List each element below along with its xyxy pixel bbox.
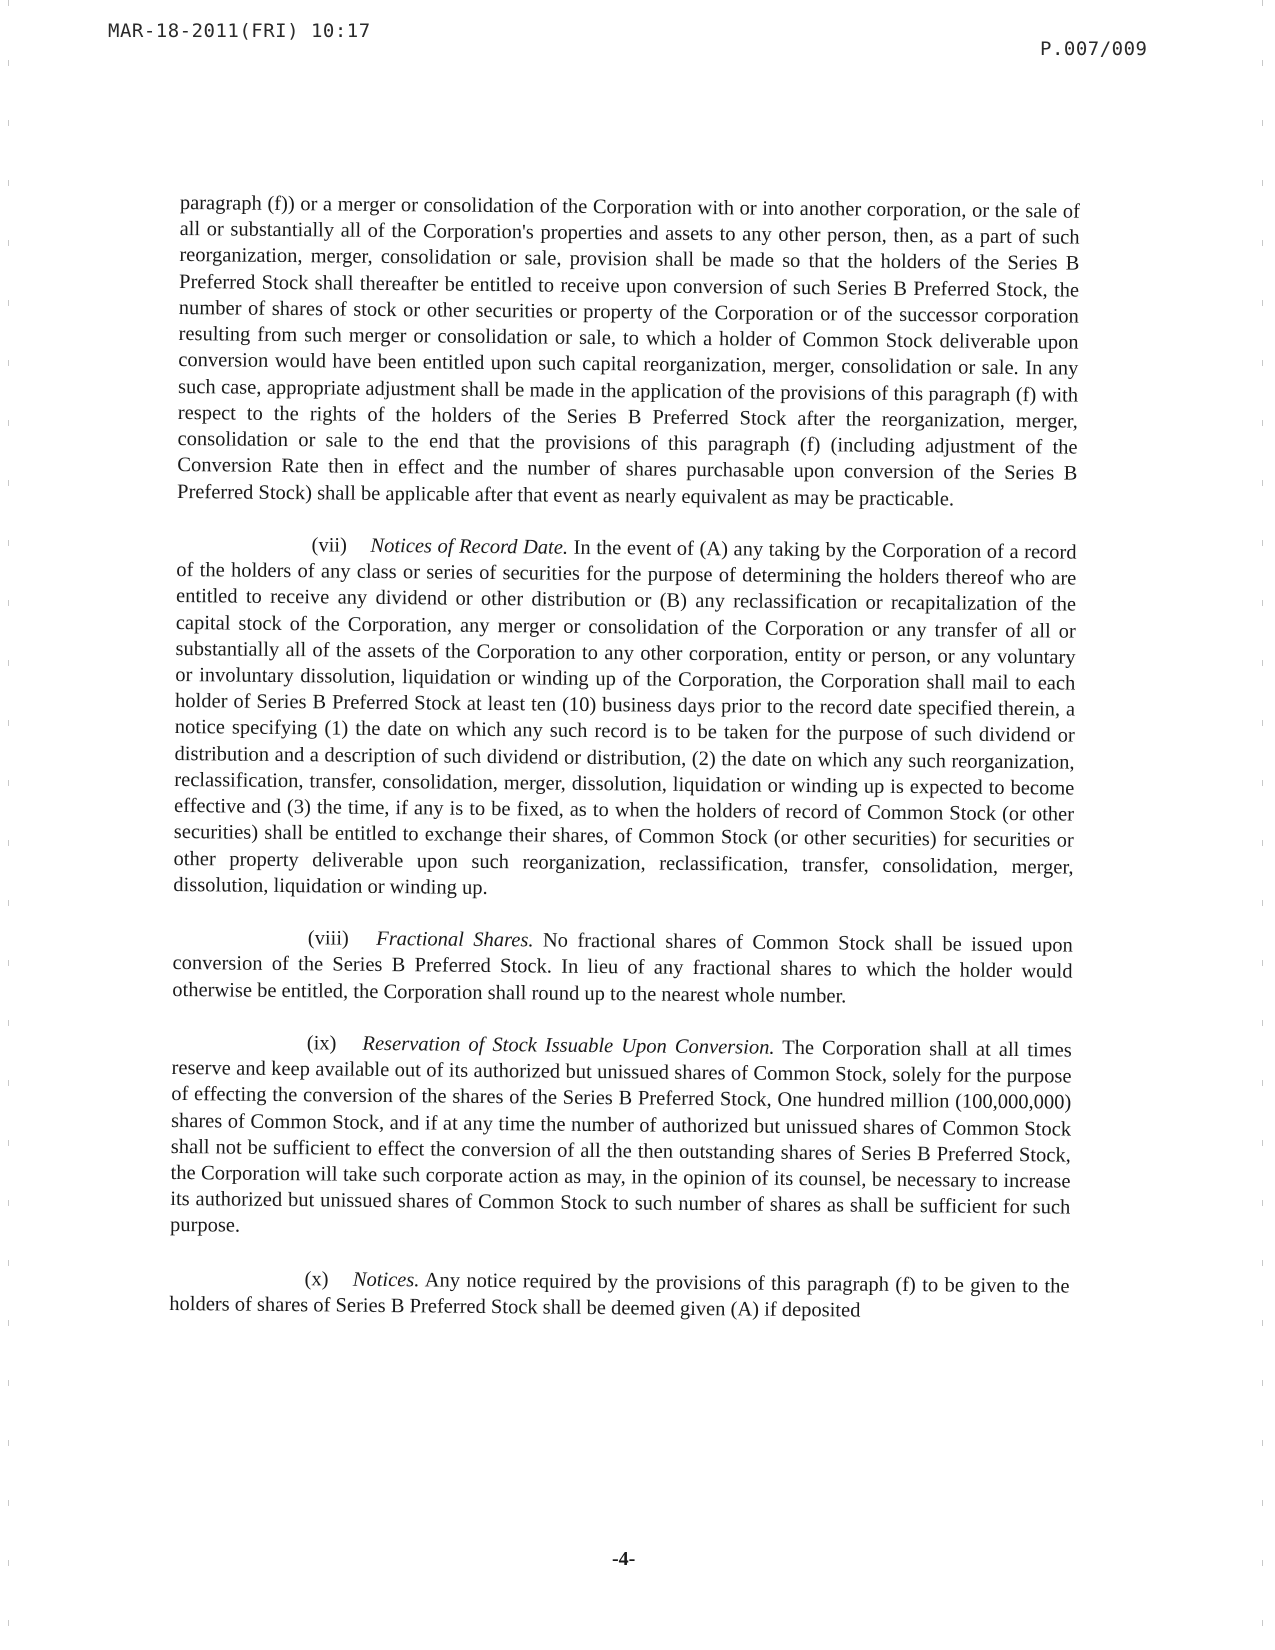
continuation-paragraph: paragraph (f)) or a merger or consolidation of the Corporation with or into another corporation, or the sale of all or substantially all of the Corporation's properties and assets to any other person, then, as a part of such reorganization, merger, consolidation or sale, provision shall be made so that the holders of the Series B Preferred Stock shall thereafter be entitled to receive upon conversion of such Series B Preferred Stock, the number of shares of stock or other securities or property of the Corporation or of the successor corporation resulting from such merger or consolidation or sale, to which a holder of Common Stock deliverable upon conversion would have been entitled upon such capital reorganization, merger, consolidation or sale. In any such case, appropriate adjustment shall be made in the application of the provisions of this paragraph (f) with respect to the rights of the holders of the Series B Preferred Stock after the reorganization, merger, consolidation or sale to the end that the provisions of this paragraph (f) (including adjustment of the Conversion Rate then in effect and the number of shares purchasable upon conversion of the Series B Preferred Stock) shall be applicable after that event as nearly equivalent as may be practicable. (176, 191, 1080, 511)
scan-edge-left (8, 0, 9, 1650)
section-viii (172, 924, 1073, 1011)
section-number: (vii) (311, 534, 347, 557)
section-heading: Notices. (352, 1268, 420, 1292)
section-text: In the event of (A) any taking by the Corporation of a record of the holders of any class or series of securities for the purpose of determining the holders thereof who are entitled to receive any dividend or other distribution or (B) any reclassification or recapitalization of the capital stock of the Corporation, any merger or consolidation of the Corporation or any transfer of all or substantially all of the assets of the Corporation to any other corporation, entity or person, or any voluntary or involuntary dissolution, liquidation or winding up of the Corporation, the Corporation shall mail to each holder of Series B Preferred Stock at least ten (10) business days prior to the record date specified therein, a notice specifying (1) the date on which any such record is to be taken for the purpose of such dividend or distribution and a description of such dividend or distribution, (2) the date on which any such reorganization, reclassification, transfer, consolidation, merger, dissolution, liquidation or winding up is expected to become effective and (3) the time, if any is to be fixed, as to when the holders of record of Common Stock (or other securities) shall be entitled to exchange their shares, of Common Stock (or other securities) for securities or other property deliverable upon such reorganization, reclassification, transfer, consolidation, merger, dissolution, liquidation or winding up. (173, 536, 1077, 899)
section-text: The Corporation shall at all times reserve and keep available out of its authorized but unissued shares of Common Stock, solely for the purpose of effecting the conversion of the shares of the Series B Preferred Stock, One hundred million (100,000,000) shares of Common Stock, and if at any time the number of authorized but unissued shares of Common Stock shall not be sufficient to effect the conversion of all the then outstanding shares of Series B Preferred Stock, the Corporation will take such corporate action as may, in the opinion of its counsel, be necessary to increase its authorized but unissued shares of Common Stock to such number of shares as shall be sufficient for such purpose. (169, 1036, 1072, 1238)
scan-edge-right (1262, 0, 1263, 1650)
page-number: -4- (612, 1548, 636, 1570)
section-number: (ix) (306, 1032, 337, 1055)
section-number: (x) (304, 1267, 329, 1291)
section-heading: Fractional Shares. (376, 928, 534, 952)
fax-page-count: P.007/009 (1040, 38, 1148, 60)
section-text: No fractional shares of Common Stock shall be issued upon conversion of the Series B Preferred Stock. In lieu of any fractional shares to which the holder would otherwise be entitled, the Corporation shall round up to the nearest whole number. (172, 929, 1073, 1007)
fax-timestamp: MAR-18-2011(FRI) 10:17 (108, 20, 371, 42)
section-ix (170, 1029, 1072, 1248)
document-body (169, 190, 1080, 1352)
section-text: Any notice required by the provisions of this paragraph (f) to be given to the holders of shares of Series B Preferred Stock shall be deemed given (A) if deposited (169, 1269, 1070, 1322)
section-x (169, 1265, 1069, 1326)
section-vii (173, 531, 1076, 907)
section-number: (viii) (307, 927, 349, 950)
section-heading: Reservation of Stock Issuable Upon Conversion. (362, 1032, 775, 1059)
section-heading: Notices of Record Date. (370, 534, 569, 559)
